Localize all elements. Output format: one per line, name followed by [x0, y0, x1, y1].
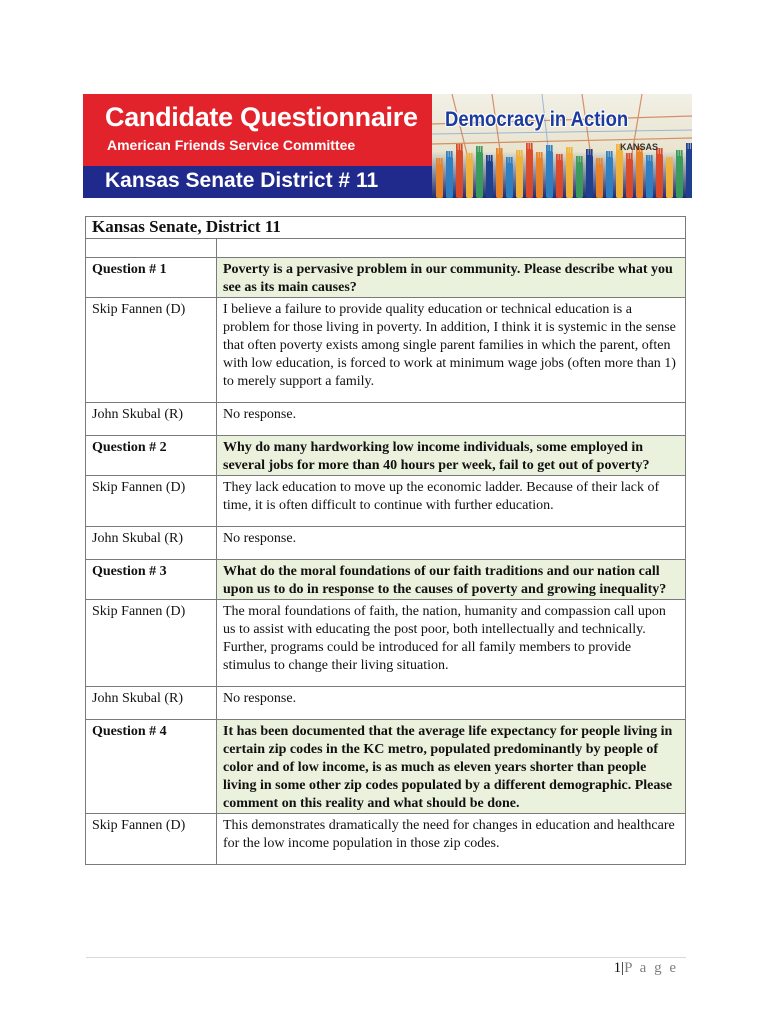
raised-hand-finger: [628, 153, 630, 160]
raised-hand-shape: [676, 156, 683, 198]
raised-hand-finger: [441, 158, 443, 165]
raised-hand-finger: [491, 155, 493, 162]
footer-separator: |: [621, 960, 625, 976]
raised-hand-finger: [631, 153, 633, 160]
table-header: Kansas Senate, District 11: [86, 217, 686, 239]
candidate-name: Skip Fannen (D): [86, 298, 217, 403]
candidate-answer: The moral foundations of faith, the nation, humanity and compassion call upon us to assist with educating the post poor, both intellectually and technically. Further, programs could be introduced for all family members to provide stimulus to change their living situation.: [217, 600, 686, 687]
raised-hand-shape: [556, 160, 563, 198]
candidate-answer: I believe a failure to provide quality education or technical education is a problem for those living in poverty. In addition, I think it is systemic in the sense that often poverty exists among single parent families in which the parent, often with low education, is forced to work at minimum wage jobs (often more than 1) to merely support a family.: [217, 298, 686, 403]
raised-hand-finger: [508, 157, 510, 164]
candidate-answer: This demonstrates dramatically the need for changes in education and healthcare for the low income population in those zip codes.: [217, 814, 686, 865]
banner-art-subtext: KANSAS: [620, 142, 659, 152]
raised-hand-finger: [501, 148, 503, 155]
raised-hand-shape: [616, 150, 623, 198]
raised-hand-finger: [518, 150, 520, 157]
raised-hand-finger: [568, 147, 570, 154]
raised-hand-shape: [606, 157, 613, 198]
question-text: Poverty is a pervasive problem in our community. Please describe what you see as its main causes?: [217, 258, 686, 298]
raised-hand-finger: [681, 150, 683, 157]
banner-art-text: Democracy in Action: [445, 108, 629, 131]
raised-hand-finger: [511, 157, 513, 164]
raised-hand-finger: [438, 158, 440, 165]
raised-hand-finger: [541, 152, 543, 159]
raised-hand-finger: [648, 155, 650, 162]
raised-hand-finger: [608, 151, 610, 158]
raised-hand-finger: [581, 156, 583, 163]
response-row: [86, 476, 686, 527]
raised-hand-finger: [521, 150, 523, 157]
table-header-row: [86, 217, 686, 239]
raised-hand-shape: [486, 161, 493, 198]
raised-hand-finger: [461, 144, 463, 151]
raised-hand-finger: [676, 150, 678, 157]
raised-hand-finger: [658, 148, 660, 155]
raised-hand-finger: [466, 153, 468, 160]
banner-district-block: [83, 166, 432, 198]
raised-hand-shape: [516, 156, 523, 198]
raised-hand-shape: [436, 164, 443, 198]
raised-hand-finger: [481, 146, 483, 153]
candidate-name: John Skubal (R): [86, 687, 217, 720]
question-row: [86, 436, 686, 476]
raised-hand-shape: [666, 163, 673, 198]
question-label: Question # 1: [86, 258, 217, 298]
raised-hand-finger: [546, 145, 548, 152]
raised-hand-finger: [516, 150, 518, 157]
raised-hand-finger: [666, 157, 668, 164]
raised-hand-finger: [558, 154, 560, 161]
question-row: [86, 258, 686, 298]
candidate-name: Skip Fannen (D): [86, 814, 217, 865]
candidate-name: Skip Fannen (D): [86, 600, 217, 687]
response-row: [86, 687, 686, 720]
raised-hand-shape: [506, 163, 513, 198]
raised-hand-finger: [566, 147, 568, 154]
raised-hand-finger: [498, 148, 500, 155]
table-spacer-row: [86, 239, 686, 258]
raised-hand-finger: [451, 151, 453, 158]
raised-hand-finger: [576, 156, 578, 163]
banner-organization: American Friends Service Committee: [107, 137, 356, 153]
raised-hand-finger: [606, 151, 608, 158]
raised-hand-finger: [486, 155, 488, 162]
raised-hand-finger: [536, 152, 538, 159]
raised-hand-shape: [626, 159, 633, 198]
raised-hand-finger: [661, 148, 663, 155]
raised-hand-shape: [656, 154, 663, 198]
response-row: [86, 403, 686, 436]
raised-hand-finger: [488, 155, 490, 162]
response-row: [86, 298, 686, 403]
raised-hand-finger: [526, 143, 528, 150]
raised-hand-shape: [476, 152, 483, 198]
raised-hand-finger: [506, 157, 508, 164]
question-row: [86, 720, 686, 814]
raised-hand-shape: [596, 164, 603, 198]
questionnaire-table: [85, 216, 686, 865]
raised-hand-finger: [601, 158, 603, 165]
raised-hand-finger: [691, 143, 692, 150]
raised-hand-shape: [586, 155, 593, 198]
question-text: Why do many hardworking low income individuals, some employed in several jobs for more than 40 hours per week, fail to get out of poverty?: [217, 436, 686, 476]
raised-hand-finger: [448, 151, 450, 158]
raised-hand-finger: [471, 153, 473, 160]
raised-hand-finger: [686, 143, 688, 150]
raised-hand-finger: [668, 157, 670, 164]
raised-hand-finger: [688, 143, 690, 150]
raised-hand-finger: [671, 157, 673, 164]
democracy-in-action-image: [432, 94, 692, 198]
question-label: Question # 4: [86, 720, 217, 814]
raised-hand-finger: [586, 149, 588, 156]
raised-hand-finger: [548, 145, 550, 152]
raised-hand-finger: [651, 155, 653, 162]
raised-hand-shape: [496, 154, 503, 198]
raised-hand-finger: [436, 158, 438, 165]
raised-hand-finger: [528, 143, 530, 150]
banner-title: Candidate Questionnaire: [105, 102, 418, 132]
raised-hand-shape: [566, 153, 573, 198]
raised-hand-finger: [646, 155, 648, 162]
question-row: [86, 560, 686, 600]
raised-hand-finger: [616, 144, 618, 151]
candidate-answer: They lack education to move up the economic ladder. Because of their lack of time, it is often difficult to continue with further education.: [217, 476, 686, 527]
raised-hand-shape: [456, 150, 463, 198]
candidate-name: John Skubal (R): [86, 403, 217, 436]
raised-hand-finger: [626, 153, 628, 160]
raised-hand-shape: [526, 149, 533, 198]
question-label: Question # 3: [86, 560, 217, 600]
candidate-answer: No response.: [217, 687, 686, 720]
raised-hand-shape: [536, 158, 543, 198]
banner-title-block: [83, 94, 432, 166]
raised-hand-finger: [476, 146, 478, 153]
question-text: It has been documented that the average life expectancy for people living in certain zip codes in the KC metro, populated predominantly by people of color and of low income, is as much as eleven years shorter than people living in some other zip codes populated by a different demographic. Please comment on this reality and what should be done.: [217, 720, 686, 814]
footer-divider: [86, 957, 686, 958]
raised-hand-finger: [538, 152, 540, 159]
raised-hand-finger: [456, 144, 458, 151]
raised-hand-finger: [468, 153, 470, 160]
response-row: [86, 527, 686, 560]
raised-hand-shape: [576, 162, 583, 198]
question-label: Question # 2: [86, 436, 217, 476]
raised-hand-shape: [446, 157, 453, 198]
raised-hand-shape: [636, 152, 643, 198]
page-label: P a g e: [624, 960, 678, 976]
raised-hand-shape: [466, 159, 473, 198]
raised-hand-shape: [646, 161, 653, 198]
response-row: [86, 814, 686, 865]
raised-hand-finger: [611, 151, 613, 158]
question-text: What do the moral foundations of our faith traditions and our nation call upon us to do in response to the causes of poverty and growing inequality?: [217, 560, 686, 600]
raised-hand-finger: [556, 154, 558, 161]
raised-hand-finger: [571, 147, 573, 154]
raised-hand-finger: [578, 156, 580, 163]
raised-hand-finger: [446, 151, 448, 158]
candidate-answer: No response.: [217, 527, 686, 560]
raised-hand-finger: [551, 145, 553, 152]
raised-hand-finger: [458, 144, 460, 151]
raised-hand-finger: [591, 149, 593, 156]
raised-hand-shape: [546, 151, 553, 198]
page-footer: [614, 960, 678, 977]
candidate-name: John Skubal (R): [86, 527, 217, 560]
banner-district: Kansas Senate District # 11: [105, 169, 379, 192]
raised-hand-finger: [598, 158, 600, 165]
header-banner: [83, 94, 692, 198]
raised-hand-finger: [478, 146, 480, 153]
raised-hand-finger: [531, 143, 533, 150]
candidate-answer: No response.: [217, 403, 686, 436]
raised-hand-finger: [678, 150, 680, 157]
candidate-name: Skip Fannen (D): [86, 476, 217, 527]
raised-hand-finger: [588, 149, 590, 156]
response-row: [86, 600, 686, 687]
raised-hand-finger: [496, 148, 498, 155]
raised-hand-finger: [561, 154, 563, 161]
raised-hand-finger: [596, 158, 598, 165]
raised-hand-shape: [686, 149, 692, 198]
page-number: 1: [613, 960, 622, 976]
